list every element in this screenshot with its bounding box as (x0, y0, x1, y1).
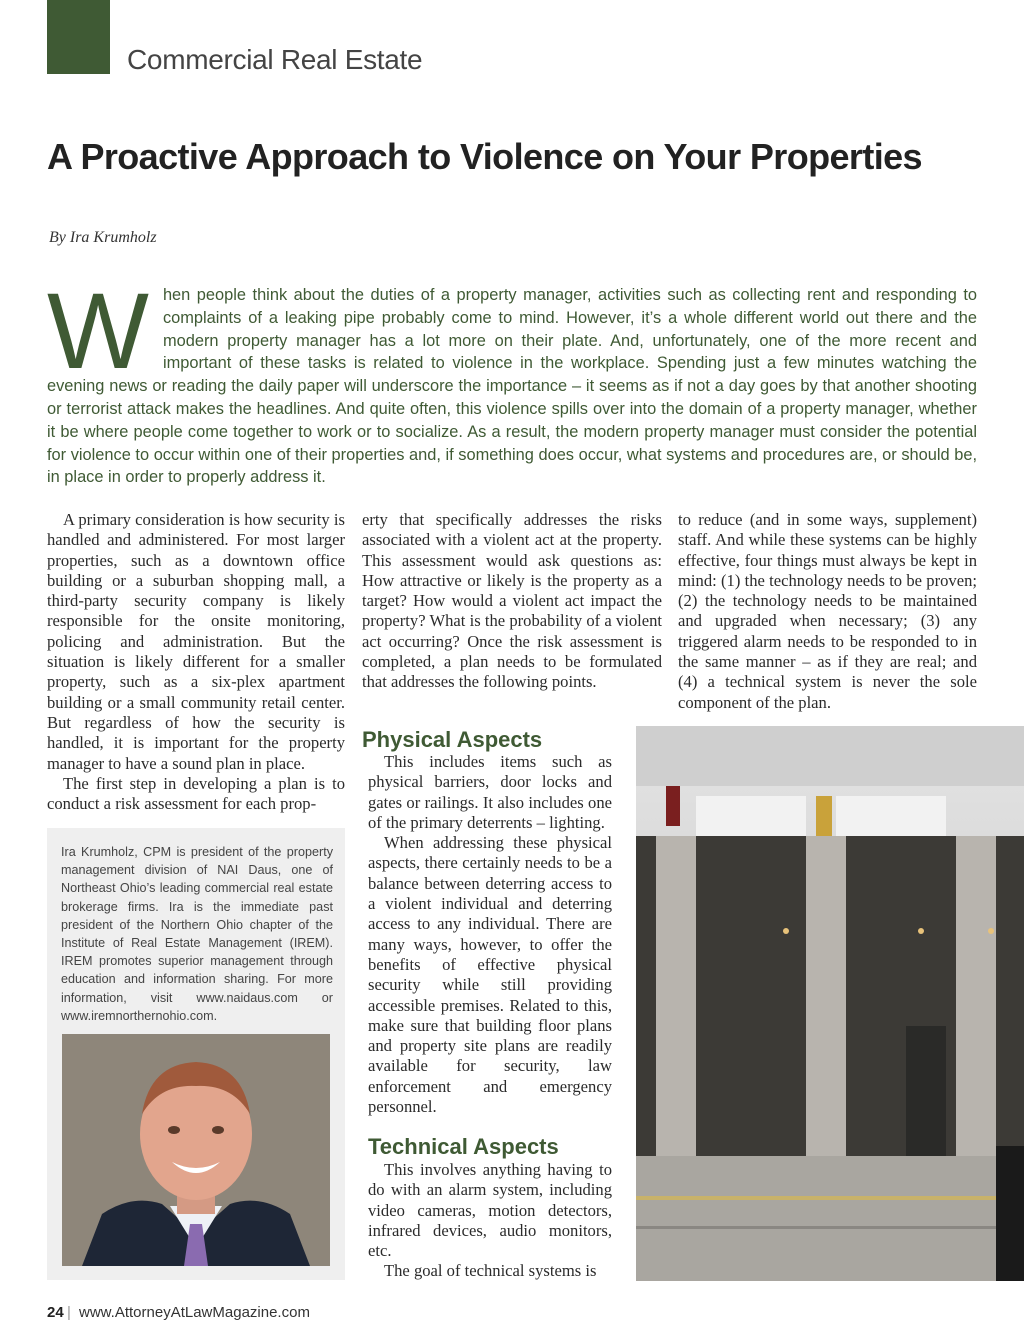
dropcap: W (47, 270, 149, 391)
column-2 (362, 510, 662, 693)
portrait-illustration (62, 1034, 330, 1266)
column-3 (678, 510, 977, 713)
physical-aspects-text (368, 752, 612, 1117)
body-paragraph: This includes items such as physical barriers, door locks and gates or railings. It also includes one of the primary deterrents – lighting. (368, 752, 612, 832)
section-title: Commercial Real Estate (127, 44, 423, 75)
byline: By Ira Krumholz (49, 229, 157, 246)
building-photo (636, 726, 1024, 1281)
intro-paragraph (47, 270, 977, 489)
page-number: 24 (47, 1304, 64, 1321)
body-paragraph: to reduce (and in some ways, supplement) staff. And while these systems can be highly effective, four things must always be kept in mind: (1) the technology needs to be proven; (2) the technology needs to be maintained and upgraded when necessary; (3) any triggered alarm needs to be responded to in the same manner – as if they are real; and (4) a technical system is never the sole component of the plan. (678, 510, 977, 712)
physical-aspects-heading: Physical Aspects (362, 727, 543, 752)
article-title: A Proactive Approach to Violence on Your Properties (47, 136, 922, 177)
author-portrait (62, 1034, 330, 1266)
building-illustration (636, 726, 1024, 1281)
technical-aspects-text (368, 1160, 612, 1282)
body-paragraph: The first step in developing a plan is to conduct a risk assessment for each prop- (47, 773, 345, 814)
footer-separator: | (67, 1304, 71, 1321)
body-paragraph: When addressing these physical aspects, there certainly needs to be a balance between deterring access to a violent individual and deterring access to any individual. There are many ways, however, to offer the benefits of effective physical security while still providing accessible premises. Related to this, make sure that building floor plans and property site plans are readily available for security, law enforcement and emergency personnel. (368, 833, 612, 1117)
intro-text: hen people think about the duties of a property manager, activities such as collecting rent and responding to complaints of a leaking pipe probably come to mind. However, it’s a whole different world out there and the modern property manager has a lot more on their plate. And, unfortunately, one of the more recent and important of these tasks is related to violence in the workplace. Spending just a few minutes watching the evening news or reading the daily paper will underscore the importance – it seems as if not a day goes by that another shooting or terrorist attack makes the headlines. And quite often, this violence spills over into the domain of a property manager, whether it be where people come together to work or to socialize. As a result, the modern property manager must consider the potential for violence to occur within one of their properties and, if something does occur, what systems and procedures are, or should be, in place in order to properly address it. (47, 286, 977, 487)
column-1 (47, 510, 345, 814)
section-color-block (47, 0, 110, 74)
technical-aspects-heading: Technical Aspects (368, 1134, 559, 1159)
footer-website: www.AttorneyAtLawMagazine.com (79, 1304, 310, 1321)
body-paragraph: erty that specifically addresses the risks associated with a violent act at the property. This assessment would ask questions as: How attractive or likely is the property as a target? How would a violent act impact the property? What is the probability of a violent act occurring? Once the risk assessment is completed, a plan needs to be formulated that addresses the following points. (362, 510, 662, 692)
body-paragraph: A primary consideration is how security is handled and administered. For most larger properties, such as a downtown office building or a suburban shopping mall, a third-party security company is likely responsible for the onsite monitoring, policing and administration. But the situation is likely different for a smaller property, such as a six-plex apartment building or a small community retail center. But regardless of how the security is handled, it is important for the property manager to have a sound plan in place. (47, 510, 345, 773)
body-paragraph: The goal of technical systems is (384, 1261, 597, 1281)
author-bio-text: Ira Krumholz, CPM is president of the property management division of NAI Daus, one of Northeast Ohio’s leading commercial real estate brokerage firms. Ira is the immediate past president of the Northern Ohio chapter of the Institute of Real Estate Management (IREM). IREM promotes superior management through education and information sharing. For more information, visit www.naidaus.com or www.iremnorthernohio.com. (61, 845, 333, 1023)
body-paragraph: This involves anything having to do with an alarm system, including video cameras, motion detectors, infrared devices, audio monitors, etc. (368, 1160, 612, 1261)
